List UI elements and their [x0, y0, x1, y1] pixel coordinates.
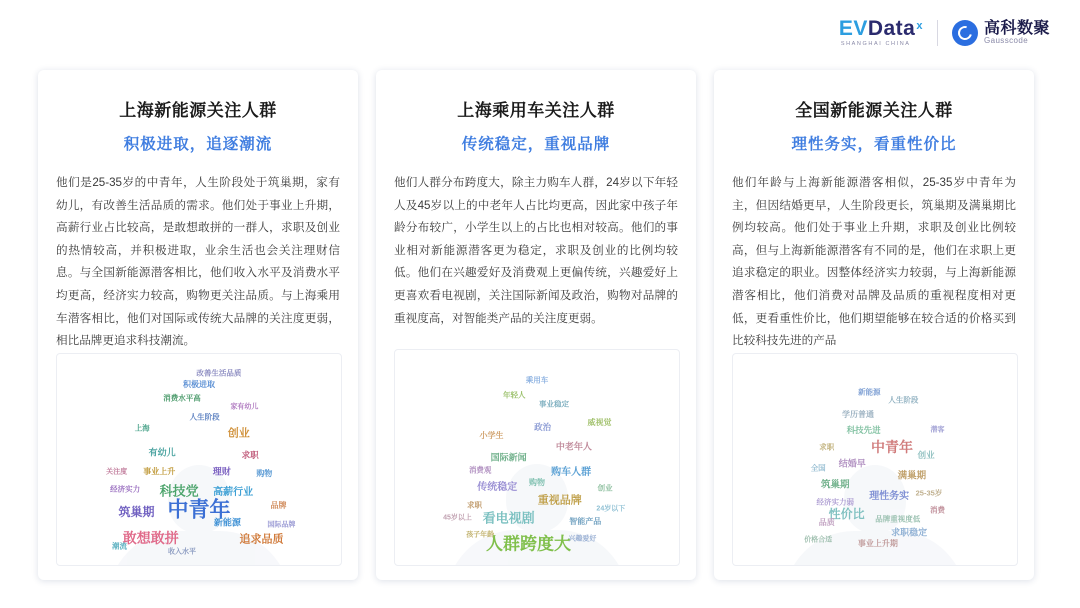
wordcloud-word: 人生阶段	[189, 412, 220, 422]
gausscode-logo	[952, 20, 1050, 46]
wordcloud-word: 积极进取	[183, 380, 215, 390]
evdata-logo-superscript: x	[916, 20, 923, 32]
wordcloud-word: 45岁以上	[443, 514, 472, 522]
wordcloud-word: 求职	[241, 449, 259, 460]
card-subtitle: 理性务实，看重性价比	[791, 136, 957, 153]
wordcloud-word: 科技先进	[846, 424, 881, 435]
wordcloud-word: 科技党	[159, 483, 199, 499]
wordcloud-word: 事业稳定	[539, 399, 570, 408]
header-logos	[839, 18, 1050, 48]
wordcloud-word: 购物	[256, 469, 273, 479]
persona-card-shanghai-nev	[38, 70, 358, 580]
wordcloud-word: 人生阶段	[888, 395, 919, 405]
wordcloud-word: 经济实力弱	[816, 496, 854, 506]
wordcloud-word: 兴趣爱好	[568, 535, 597, 543]
card-title: 上海乘用车关注人群	[457, 101, 615, 120]
wordcloud-word: 新能源	[213, 517, 241, 528]
wordcloud-word: 创业	[227, 427, 250, 440]
wordcloud-word: 高薪行业	[213, 487, 254, 499]
wordcloud-word: 人群跨度大	[485, 534, 571, 553]
wordcloud-word: 孩子年龄	[466, 531, 495, 539]
wordcloud-word: 求职	[819, 441, 835, 451]
persona-card-national-nev	[714, 70, 1034, 580]
card-title: 上海新能源关注人群	[119, 101, 277, 120]
wordcloud-word: 潜客	[930, 426, 945, 434]
wordcloud-word: 年轻人	[503, 390, 526, 400]
wordcloud-word: 消费	[929, 505, 945, 515]
wordcloud-word: 消费观	[468, 465, 492, 475]
wordcloud-word: 经济实力	[110, 484, 141, 494]
wordcloud-word: 学历普通	[841, 410, 874, 419]
wordcloud-word: 理财	[212, 466, 231, 477]
logo-divider	[937, 20, 938, 46]
wordcloud-word: 改善生活品质	[196, 368, 242, 377]
gausscode-mark-icon	[952, 20, 978, 46]
wordcloud-word: 有幼儿	[148, 447, 176, 458]
wordcloud-word: 小学生	[479, 431, 504, 440]
wordcloud-word: 上海	[134, 422, 150, 432]
wordcloud-word: 传统稳定	[477, 481, 518, 493]
card-title: 全国新能源关注人群	[795, 101, 953, 120]
gausscode-logo-en: Gausscode	[983, 36, 1029, 46]
wordcloud-word: 创业	[917, 449, 935, 460]
wordcloud-word: 事业上升期	[857, 538, 898, 548]
wordcloud-word: 中老年人	[555, 441, 592, 452]
evdata-logo	[839, 18, 923, 48]
persona-card-shanghai-passenger	[376, 70, 696, 580]
wordcloud-word: 政治	[534, 422, 552, 433]
wordcloud-word: 购车人群	[551, 466, 592, 478]
wordcloud-word: 品质	[818, 517, 835, 527]
wordcloud-word: 敢想敢拼	[122, 529, 179, 546]
evdata-logo-subtext: SHANGHAI CHINA	[840, 41, 911, 47]
wordcloud-word: 重视品牌	[537, 494, 582, 506]
gausscode-logo-text	[984, 20, 1050, 46]
wordcloud-word: 求职稳定	[891, 527, 928, 538]
wordcloud-word: 购物	[529, 478, 545, 488]
wordcloud-word: 乘用车	[525, 375, 549, 385]
wordcloud-words-0	[57, 354, 341, 565]
gausscode-logo-cn: 高科数聚	[983, 19, 1050, 37]
persona-cards	[38, 70, 1034, 580]
card-subtitle: 积极进取，追逐潮流	[123, 136, 273, 153]
card-body-text: 他们是25-35岁的中青年，人生阶段处于筑巢期，家有幼儿，有改善生活品质的需求。他们处于事业上升期，高薪行业占比较高，是敢想敢拼的一群人，求职及创业的热情较高，并积极进取，业余生活也会关注理财信息。与全国新能源潜客相比，他们收入水平及消费水平均更高，经济实力较高，购物更关注品质。与上海乘用车潜客相比，他们对国际或传统大品牌的关注度更弱，相比品牌更追求科技潮流。	[56, 176, 340, 348]
wordcloud-word: 结婚早	[838, 458, 866, 469]
evdata-logo-ev: EV	[838, 17, 868, 40]
wordcloud-national-nev	[732, 353, 1018, 566]
wordcloud-word: 关注度	[106, 468, 128, 476]
wordcloud-word: 创业	[597, 482, 613, 492]
wordcloud-word: 家有幼儿	[230, 403, 259, 411]
wordcloud-word: 国际新闻	[490, 452, 527, 462]
wordcloud-word: 事业上升	[143, 467, 176, 477]
wordcloud-shanghai-nev	[56, 353, 342, 566]
wordcloud-word: 价格合适	[804, 536, 833, 544]
evdata-logo-wordmark	[839, 18, 923, 39]
evdata-logo-data: Data	[867, 17, 916, 40]
wordcloud-word: 性价比	[828, 507, 865, 522]
wordcloud-word: 满巢期	[897, 470, 927, 482]
wordcloud-word: 追求品质	[239, 533, 284, 546]
card-body-text: 他们人群分布跨度大，除主力购车人群，24岁以下年轻人及45岁以上的中老年人占比均更高，因此家中孩子年龄分布较广，小学生以上的占比也相对较高。他们的事业相对新能源潜客更为稳定，求职及创业的比例均较低。他们在兴趣爱好及消费观上更偏传统，兴趣爱好上更喜欢看电视剧，关注国际新闻及政治，购物对品牌的重视度高，对智能类产品的关注度更弱。	[394, 176, 678, 325]
wordcloud-words-2	[733, 354, 1017, 565]
wordcloud-word: 品牌	[270, 500, 287, 510]
card-subtitle: 传统稳定，重视品牌	[461, 136, 611, 153]
wordcloud-word: 国际品牌	[267, 521, 296, 529]
wordcloud-word: 筑巢期	[820, 478, 850, 490]
wordcloud-word: 品牌重视度低	[875, 513, 921, 523]
wordcloud-word: 智能产品	[569, 517, 602, 526]
wordcloud-shanghai-passenger	[394, 349, 680, 566]
wordcloud-word: 潮流	[111, 541, 127, 551]
wordcloud-word: 中青年	[871, 438, 914, 455]
wordcloud-word: 全国	[810, 463, 826, 473]
wordcloud-word: 威视觉	[587, 418, 612, 428]
wordcloud-word: 理性务实	[869, 491, 910, 503]
wordcloud-word: 求职	[467, 500, 483, 510]
card-body-text: 他们年龄与上海新能源潜客相似，25-35岁中青年为主，但因结婚更早，人生阶段更长，筑巢期及满巢期比例均较高。他们处于事业上升期，求职及创业比例较高，但与上海新能源潜客有不同的是，他们在求职上更追求稳定的职业。因整体经济实力较弱，与上海新能源潜客相比，他们消费对品牌及品质的重视程度相对更低，更看重性价比，他们期望能够在较合适的价格买到比较科技先进的产品	[732, 176, 1016, 348]
wordcloud-word: 收入水平	[167, 548, 196, 556]
wordcloud-word: 25-35岁	[915, 488, 943, 498]
wordcloud-word: 看电视剧	[482, 510, 535, 526]
wordcloud-word: 中青年	[167, 498, 231, 522]
wordcloud-words-1	[395, 350, 679, 565]
wordcloud-word: 筑巢期	[118, 505, 155, 520]
wordcloud-word: 消费水平高	[163, 393, 201, 403]
wordcloud-word: 新能源	[858, 387, 881, 397]
wordcloud-word: 24岁以下	[596, 505, 626, 513]
